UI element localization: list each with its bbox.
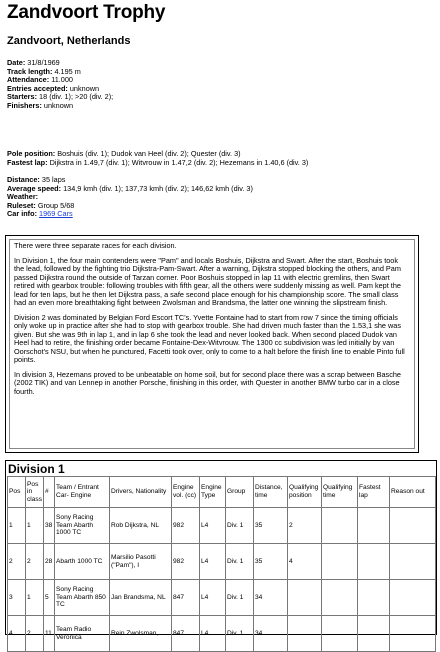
table-cell: Jan Brandsma, NL (110, 580, 172, 616)
table-cell: 4 (8, 616, 26, 652)
description-paragraph: Division 2 was dominated by Belgian Ford Escort TC's. Yvette Fontaine had to start from row 7 since the timing officials only woke up in practice after she had to stop with gearbox trouble. She had driven much faster than the 1.53,1 she was given. But she was 9th in lap 1, and in lap 6 she took the lead and never looked back. When second placed Dudok van Heel had to retire, the finishing order became Fontaine-Dex-Witvrouw. The 1300 cc subdivision was led initially by van Oorschot's NSU, but when he punctured, Facetti took over, only to come to a halt before the finish line to enable Pinto full points. (14, 312, 405, 364)
race-description-box (5, 235, 419, 453)
info-value: 134,9 kmh (div. 1); 137,73 kmh (div. 2); 146,62 kmh (div. 3) (63, 183, 253, 193)
division-heading: Division 1 (8, 462, 65, 476)
pole-value: Boshuis (div. 1); Dudok van Heel (div. 2); Quester (div. 3) (57, 149, 241, 158)
table-row (8, 580, 436, 616)
location-subtitle: Zandvoort, Netherlands (7, 35, 131, 47)
car-info-link[interactable]: 1969 Cars (39, 209, 73, 219)
table-cell (390, 508, 436, 544)
table-cell (322, 508, 358, 544)
table-row (8, 616, 436, 652)
table-cell: 1 (26, 508, 44, 544)
table-cell: Div. 1 (226, 544, 254, 580)
fact-value: unknown (43, 100, 74, 110)
table-cell: 4 (288, 544, 322, 580)
fact-label: Entries accepted: (7, 83, 68, 93)
pole-and-fastest (7, 150, 308, 167)
table-cell: 2 (288, 508, 322, 544)
column-header: Qualifying time (322, 477, 358, 508)
table-cell (322, 544, 358, 580)
table-cell (358, 508, 390, 544)
table-cell: 35 (254, 508, 288, 544)
table-cell: 1 (8, 508, 26, 544)
column-header: Distance, time (254, 477, 288, 508)
column-header: Pos in class (26, 477, 44, 508)
table-cell: L4 (200, 544, 226, 580)
table-cell: L4 (200, 616, 226, 652)
table-cell: Sony Racing Team Abarth 1000 TC (55, 508, 110, 544)
column-header: Pos (8, 477, 26, 508)
info-value: Group 5/68 (37, 200, 75, 210)
column-header: Engine vol. (cc) (172, 477, 200, 508)
table-cell (390, 544, 436, 580)
column-header: Drivers, Nationality (110, 477, 172, 508)
table-cell: 28 (44, 544, 55, 580)
table-cell (288, 580, 322, 616)
info-label: Ruleset: (7, 200, 36, 210)
table-cell: 2 (26, 544, 44, 580)
description-paragraph: In Division 1, the four main contenders were "Pam" and locals Boshuis, Dijkstra and Swart. After the start, Boshuis took the lead, followed by the fighting trio Dijkstra-Pam-Swart. After a warning, Dijkstra stopped blocking the others, and Pam passed Dijkstra round the outside of Tarzan corner. Poor Boshuis stopped in lap 11 with electric gremlins, then Swart retired with gearbox trouble: following troubles with fifth gear, all the others were suddenly missing as well. Pam kept the lead for ten laps, but he then let Dijkstra pass, a safe second place enough for his championship score. The small class had an even more breathtaking fight between Zwolsman and Brandsma, the latter one winning the slipstream finish. (14, 255, 401, 307)
info-label: Average speed: (7, 183, 62, 193)
table-cell: Div. 1 (226, 580, 254, 616)
description-paragraph: In division 3, Hezemans proved to be unbeatable on home soil, but for second place there was a scrap between Basche (2002 TIK) and van Lennep in another Porsche, finishing in this order, with Quester in another BMW turbo car in a close fourth. (14, 369, 401, 396)
table-cell: 2 (26, 616, 44, 652)
table-cell (390, 616, 436, 652)
table-cell: Sony Racing Team Abarth 850 TC (55, 580, 110, 616)
table-cell (358, 616, 390, 652)
fact-value: 31/8/1969 (27, 58, 60, 67)
column-header: Team / Entrant Car- Engine (55, 477, 110, 508)
table-cell: 38 (44, 508, 55, 544)
race-info (7, 176, 253, 219)
fact-value: 4.195 m (54, 66, 81, 76)
table-cell: 2 (8, 544, 26, 580)
table-cell: 982 (172, 544, 200, 580)
table-row (8, 508, 436, 544)
table-cell: Marsilio Pasotti ("Pam"), I (110, 544, 172, 580)
fact-label: Track length: (7, 66, 53, 76)
table-cell: Div. 1 (226, 508, 254, 544)
column-header: Qualifying position (288, 477, 322, 508)
table-cell: 34 (254, 580, 288, 616)
table-header-row (8, 477, 436, 508)
table-cell: 5 (44, 580, 55, 616)
fact-label: Starters: (7, 92, 38, 102)
info-row (7, 185, 253, 194)
fact-value: unknown (69, 83, 100, 93)
table-cell: Team Radio Veronica (55, 616, 110, 652)
table-cell (288, 616, 322, 652)
event-facts (7, 59, 113, 111)
table-cell: Div. 1 (226, 616, 254, 652)
table-row (8, 544, 436, 580)
table-cell: 1 (26, 580, 44, 616)
fact-value: 11.000 (51, 75, 73, 85)
description-paragraph: There were three separate races for each division. (14, 241, 177, 250)
fastest-value: Dijkstra in 1.49,7 (div. 1); Witvrouw in 1.47,2 (div. 2); Hezemans in 1.40,6 (div. 3) (49, 157, 309, 167)
fact-label: Attendance: (7, 75, 50, 85)
fastest-label: Fastest lap: (7, 157, 48, 167)
fact-label: Finishers: (7, 100, 42, 110)
race-description (9, 239, 415, 449)
table-cell: Rein Zwolsman, (110, 616, 172, 652)
table-cell: 847 (172, 616, 200, 652)
table-cell (390, 580, 436, 616)
info-label: Weather: (7, 192, 39, 202)
table-cell (322, 616, 358, 652)
fact-row (7, 102, 113, 111)
info-label: Distance: (7, 175, 40, 184)
table-cell: 982 (172, 508, 200, 544)
table-cell: 11 (44, 616, 55, 652)
table-cell: 847 (172, 580, 200, 616)
column-header: Reason out (390, 477, 436, 508)
table-cell (358, 544, 390, 580)
table-cell: 34 (254, 616, 288, 652)
column-header: Fastest lap (358, 477, 390, 508)
results-table (7, 476, 436, 652)
fastest-lap-row (7, 159, 308, 168)
table-cell: 35 (254, 544, 288, 580)
car-info-label: Car info: (7, 209, 37, 219)
info-value: 35 laps (41, 175, 66, 184)
column-header: # (44, 477, 55, 508)
division-results (5, 460, 437, 641)
table-cell (322, 580, 358, 616)
column-header: Group (226, 477, 254, 508)
table-cell: Rob Dijkstra, NL (110, 508, 172, 544)
fact-label: Date: (7, 58, 26, 67)
car-info-row (7, 210, 253, 219)
fact-value: 18 (div. 1); >20 (div. 2); (39, 92, 114, 102)
table-cell: 3 (8, 580, 26, 616)
table-cell: L4 (200, 508, 226, 544)
pole-label: Pole position: (7, 149, 56, 158)
table-cell: L4 (200, 580, 226, 616)
column-header: Engine Type (200, 477, 226, 508)
table-cell (358, 580, 390, 616)
page-title: Zandvoort Trophy (7, 2, 166, 23)
table-cell: Abarth 1000 TC (55, 544, 110, 580)
